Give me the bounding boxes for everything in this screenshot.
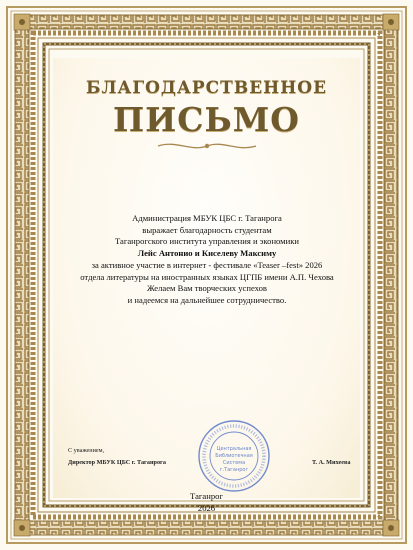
body-line-department: отдела литературы на иностранных языках ЦГПБ имени А.П. Чехова — [80, 271, 334, 282]
svg-text:Центральная: Центральная — [216, 446, 252, 452]
body-line-administration: Администрация МБУК ЦБС г. Таганрога — [132, 213, 282, 223]
body-line-cooperation: и надеемся на дальнейшее сотрудничество. — [127, 294, 287, 305]
official-stamp — [196, 418, 272, 494]
body-line-institute: Таганрогского института управления и экономики — [114, 236, 299, 247]
signature-name: Т. А. Михеева — [312, 459, 351, 466]
signature-position: Директор МБУК ЦБС г. Таганрога — [68, 459, 166, 466]
title-line-2: ПИСЬМО — [112, 100, 301, 139]
svg-text:Система: Система — [222, 460, 246, 466]
body-line-festival: за активное участие в интернет - фестивале «Teaser –fest» 2026 — [91, 259, 323, 270]
signature-greeting: С уважением, — [68, 447, 105, 454]
title-flourish-ornament — [156, 140, 258, 152]
body-line-wishes: Желаем Вам творческих успехов — [147, 283, 267, 294]
body-line-gratitude: выражает благодарность студентам — [142, 224, 272, 235]
footer-year: 2026 — [197, 503, 216, 513]
body-line-recipients: Лейс Антонио и Киселеву Максиму — [137, 248, 277, 259]
svg-text:г.Таганрог: г.Таганрог — [219, 467, 249, 473]
svg-text:Библиотечная: Библиотечная — [215, 453, 253, 459]
footer-city: Таганрог — [190, 491, 223, 501]
letter-body — [56, 213, 358, 307]
title-line-1: БЛАГОДАРСТВЕННОЕ — [85, 78, 328, 98]
